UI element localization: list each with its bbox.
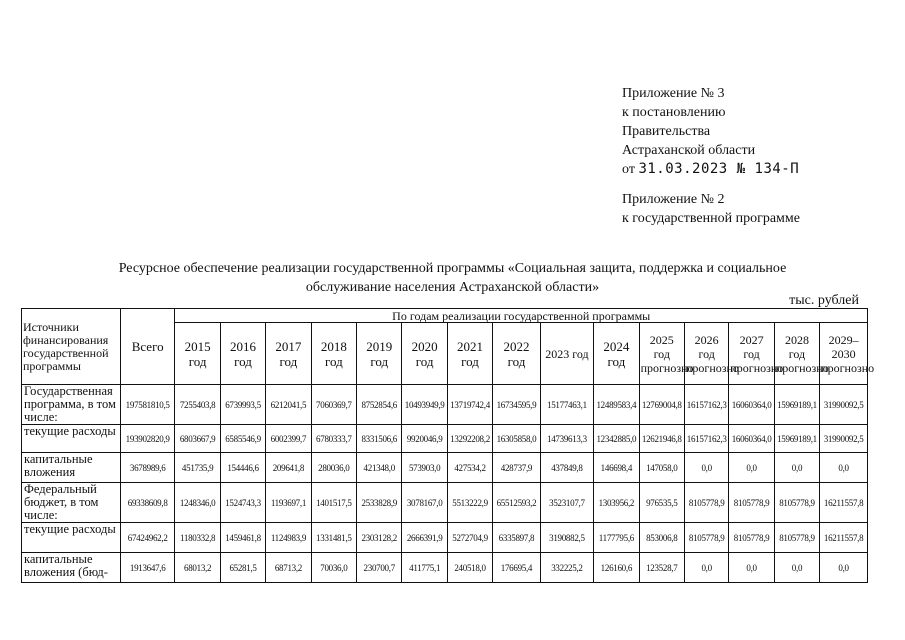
cell: 0,0: [684, 553, 728, 583]
cell: 147058,0: [639, 453, 684, 483]
cell: 1524743,3: [220, 483, 265, 523]
cell: 123528,7: [639, 553, 684, 583]
cell: 7060369,7: [311, 385, 356, 425]
cell: 31990092,5: [820, 425, 868, 453]
table-row: [22, 425, 868, 453]
table-row: [22, 553, 868, 583]
cell: 451735,9: [175, 453, 220, 483]
cell: 437849,8: [540, 453, 593, 483]
date-stamp: 31.03.2023 № 134-П: [638, 161, 800, 177]
cell: 573903,0: [402, 453, 447, 483]
year-header: 2029–2030 прогнозно: [820, 323, 868, 385]
cell: 16060364,0: [729, 425, 774, 453]
cell: 3523107,7: [540, 483, 593, 523]
year-header: 2017 год: [266, 323, 311, 385]
year-header: 2018 год: [311, 323, 356, 385]
cell: 8105778,9: [729, 483, 774, 523]
total-header: Всего: [120, 309, 175, 385]
cell: 8752854,6: [357, 385, 402, 425]
cell: 1331481,5: [311, 523, 356, 553]
cell: 1459461,8: [220, 523, 265, 553]
cell: 1193697,1: [266, 483, 311, 523]
row-label: Федеральный бюджет, в том числе:: [22, 483, 121, 523]
cell: 70036,0: [311, 553, 356, 583]
year-header: 2019 год: [357, 323, 402, 385]
appendix-3-title: Приложение № 3: [622, 86, 725, 101]
table-row: [22, 523, 868, 553]
year-header: 2024 год: [594, 323, 639, 385]
cell: 16305858,0: [493, 425, 540, 453]
cell: 8105778,9: [774, 523, 819, 553]
cell: 332225,2: [540, 553, 593, 583]
cell: 0,0: [774, 453, 819, 483]
cell: 16211557,8: [820, 483, 868, 523]
cell: 13292208,2: [447, 425, 492, 453]
cell: 6212041,5: [266, 385, 311, 425]
cell: 1177795,6: [594, 523, 639, 553]
cell: 154446,6: [220, 453, 265, 483]
cell: 10493949,9: [402, 385, 447, 425]
cell-total: 197581810,5: [120, 385, 175, 425]
cell: 65281,5: [220, 553, 265, 583]
cell: 1401517,5: [311, 483, 356, 523]
cell-total: 69338609,8: [120, 483, 175, 523]
cell: 12769004,8: [639, 385, 684, 425]
cell-total: 3678989,6: [120, 453, 175, 483]
cell: 6002399,7: [266, 425, 311, 453]
cell: 6585546,9: [220, 425, 265, 453]
cell: 1124983,9: [266, 523, 311, 553]
appendix-3-block: [622, 84, 799, 179]
year-header: 2028 год прогнозно: [774, 323, 819, 385]
cell: 15969189,1: [774, 385, 819, 425]
cell: 12621946,8: [639, 425, 684, 453]
cell: 14739613,3: [540, 425, 593, 453]
cell: 0,0: [684, 453, 728, 483]
cell: 13719742,4: [447, 385, 492, 425]
cell: 8105778,9: [684, 523, 728, 553]
year-header: 2020 год: [402, 323, 447, 385]
document-title-line1: Ресурсное обеспечение реализации государственной программы «Социальная защита, поддержка и социальное: [118, 261, 787, 276]
cell: 427534,2: [447, 453, 492, 483]
year-header: 2016 год: [220, 323, 265, 385]
cell: 280036,0: [311, 453, 356, 483]
cell: 2533828,9: [357, 483, 402, 523]
cell: 0,0: [820, 453, 868, 483]
cell: 230700,7: [357, 553, 402, 583]
cell: 5272704,9: [447, 523, 492, 553]
source-header: Источники финансирования государственной программы: [22, 309, 121, 385]
year-header: 2015 год: [175, 323, 220, 385]
cell: 6803667,9: [175, 425, 220, 453]
cell: 853006,8: [639, 523, 684, 553]
cell: 8331506,6: [357, 425, 402, 453]
cell: 428737,9: [493, 453, 540, 483]
cell: 16157162,3: [684, 385, 728, 425]
cell: 0,0: [729, 453, 774, 483]
cell: 8105778,9: [684, 483, 728, 523]
appendix-3-date: [622, 160, 799, 179]
cell: 9920046,9: [402, 425, 447, 453]
cell: 6335897,8: [493, 523, 540, 553]
document-title-line2: обслуживание населения Астраханской области»: [305, 280, 600, 295]
cell: 421348,0: [357, 453, 402, 483]
cell: 1303956,2: [594, 483, 639, 523]
cell: 126160,6: [594, 553, 639, 583]
cell-total: 193902820,9: [120, 425, 175, 453]
cell: 7255403,8: [175, 385, 220, 425]
appendix-3-line3: Правительства: [622, 124, 711, 139]
cell: 1248346,0: [175, 483, 220, 523]
cell: 68013,2: [175, 553, 220, 583]
year-header: 2021 год: [447, 323, 492, 385]
cell: 12342885,0: [594, 425, 639, 453]
cell: 8105778,9: [729, 523, 774, 553]
appendix-2-title: Приложение № 2: [622, 192, 725, 207]
cell: 0,0: [774, 553, 819, 583]
appendix-3-line4: Астраханской области: [622, 143, 756, 158]
cell-total: 67424962,2: [120, 523, 175, 553]
cell: 8105778,9: [774, 483, 819, 523]
cell: 1180332,8: [175, 523, 220, 553]
table-row: [22, 453, 868, 483]
cell: 65512593,2: [493, 483, 540, 523]
cell: 209641,8: [266, 453, 311, 483]
cell: 411775,1: [402, 553, 447, 583]
cell: 5513222,9: [447, 483, 492, 523]
appendix-3-line2: к постановлению: [622, 105, 726, 120]
cell: 16734595,9: [493, 385, 540, 425]
cell: 146698,4: [594, 453, 639, 483]
year-header: 2025 год прогнозно: [639, 323, 684, 385]
row-label: текущие расходы: [22, 425, 121, 453]
year-header: 2027 год прогнозно: [729, 323, 774, 385]
cell: 3078167,0: [402, 483, 447, 523]
row-label: капитальные вложения: [22, 453, 121, 483]
year-header: 2026 год прогнозно: [684, 323, 728, 385]
unit-label: тыс. рублей: [789, 293, 859, 308]
cell: 6780333,7: [311, 425, 356, 453]
table-row: [22, 483, 868, 523]
cell: 68713,2: [266, 553, 311, 583]
cell: 12489583,4: [594, 385, 639, 425]
cell: 2303128,2: [357, 523, 402, 553]
table-row: [22, 385, 868, 425]
cell: 3190882,5: [540, 523, 593, 553]
row-label: текущие расходы: [22, 523, 121, 553]
cell: 6739993,5: [220, 385, 265, 425]
appendix-2-block: [622, 190, 800, 228]
cell-total: 1913647,6: [120, 553, 175, 583]
cell: 0,0: [729, 553, 774, 583]
resource-table: [21, 308, 875, 583]
cell: 176695,4: [493, 553, 540, 583]
cell: 15969189,1: [774, 425, 819, 453]
row-label: капитальные вложения (бюд-: [22, 553, 121, 583]
year-header: 2023 год: [540, 323, 593, 385]
cell: 0,0: [820, 553, 868, 583]
cell: 240518,0: [447, 553, 492, 583]
cell: 16060364,0: [729, 385, 774, 425]
years-header: По годам реализации государственной программы: [175, 309, 868, 323]
cell: 2666391,9: [402, 523, 447, 553]
row-label: Государственная программа, в том числе:: [22, 385, 121, 425]
cell: 15177463,1: [540, 385, 593, 425]
date-prefix: от: [622, 162, 635, 177]
document-title: [40, 259, 865, 297]
cell: 16211557,8: [820, 523, 868, 553]
year-header: 2022 год: [493, 323, 540, 385]
appendix-2-line2: к государственной программе: [622, 211, 800, 226]
cell: 976535,5: [639, 483, 684, 523]
cell: 16157162,3: [684, 425, 728, 453]
cell: 31990092,5: [820, 385, 868, 425]
